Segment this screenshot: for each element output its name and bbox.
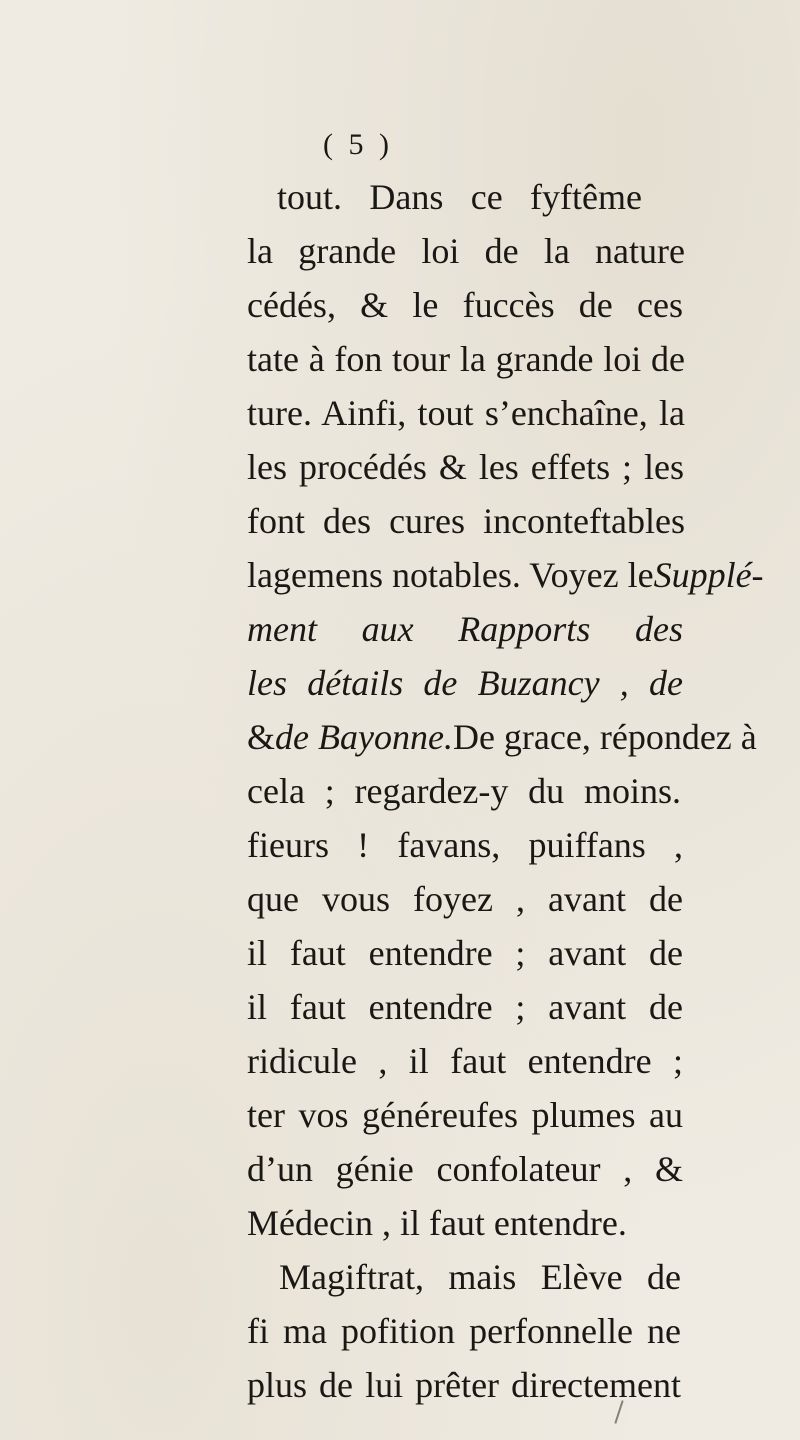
text-line-17 [0, 1036, 800, 1086]
text-line-15-content: il faut entendre ; avant de [247, 933, 683, 973]
text-line-19 [0, 1144, 800, 1194]
text-line-14-content: que vous foyez , avant de [247, 879, 683, 919]
text-line-8-roman: lagemens notables. Voyez le [247, 555, 654, 595]
text-line-22 [0, 1306, 800, 1356]
text-line-2-content: la grande loi de la nature [247, 231, 685, 271]
text-line-7-content: font des cures inconteftables [247, 501, 685, 541]
text-line-10 [0, 658, 800, 708]
text-line-4-content: tate à fon tour la grande loi de [247, 339, 685, 379]
text-line-18 [0, 1090, 800, 1140]
text-line-6-content: les procédés & les effets ; les [247, 447, 684, 487]
text-line-10-content: les détails de Buzancy , de [247, 663, 683, 703]
text-line-6 [0, 442, 800, 492]
text-line-17-content: ridicule , il faut entendre ; [247, 1041, 683, 1081]
text-line-5 [0, 388, 800, 438]
text-line-12-content: cela ; regardez-y du moins. [247, 771, 681, 811]
text-line-18-content: ter vos généreufes plumes au [247, 1095, 683, 1135]
text-line-3-content: cédés, & le fuccès de ces [247, 285, 683, 325]
text-line-23 [0, 1360, 800, 1410]
text-line-16-content: il faut entendre ; avant de [247, 987, 683, 1027]
text-line-13 [0, 820, 800, 870]
text-line-3 [0, 280, 800, 330]
text-line-2 [0, 226, 800, 276]
text-line-19-content: d’un génie confolateur , & [247, 1149, 683, 1189]
text-line-1-content: tout. Dans ce fyftême [277, 177, 642, 217]
text-line-14 [0, 874, 800, 924]
text-line-12 [0, 766, 800, 816]
text-line-4 [0, 334, 800, 384]
text-line-1 [0, 172, 800, 222]
text-line-8-italic: Supplé- [653, 555, 764, 595]
text-line-20 [0, 1198, 800, 1248]
text-line-16 [0, 982, 800, 1032]
text-line-15 [0, 928, 800, 978]
text-line-11 [0, 712, 800, 762]
text-line-23-content: plus de lui prêter directement [247, 1365, 681, 1405]
text-line-22-content: fi ma pofition perfonnelle ne [247, 1311, 681, 1351]
text-line-9 [0, 604, 800, 654]
text-line-9-content: ment aux Rapports des [247, 609, 683, 649]
text-line-21-content: Magiftrat, mais Elève de [279, 1257, 681, 1297]
text-line-13-content: fieurs ! favans, puiffans , [247, 825, 683, 865]
text-line-11-roman: & [247, 717, 276, 757]
text-line-5-content: ture. Ainfi, tout s’enchaîne, la [247, 393, 685, 433]
text-line-20-content: Médecin , il faut entendre. [247, 1203, 627, 1243]
text-line-11-italic: de Bayonne. [275, 717, 453, 757]
text-line-11-roman-after: De grace, répondez à [452, 717, 757, 757]
text-line-7 [0, 496, 800, 546]
text-line-21 [0, 1252, 800, 1302]
text-line-8 [0, 550, 800, 600]
page-number: ( 5 ) [323, 128, 393, 161]
